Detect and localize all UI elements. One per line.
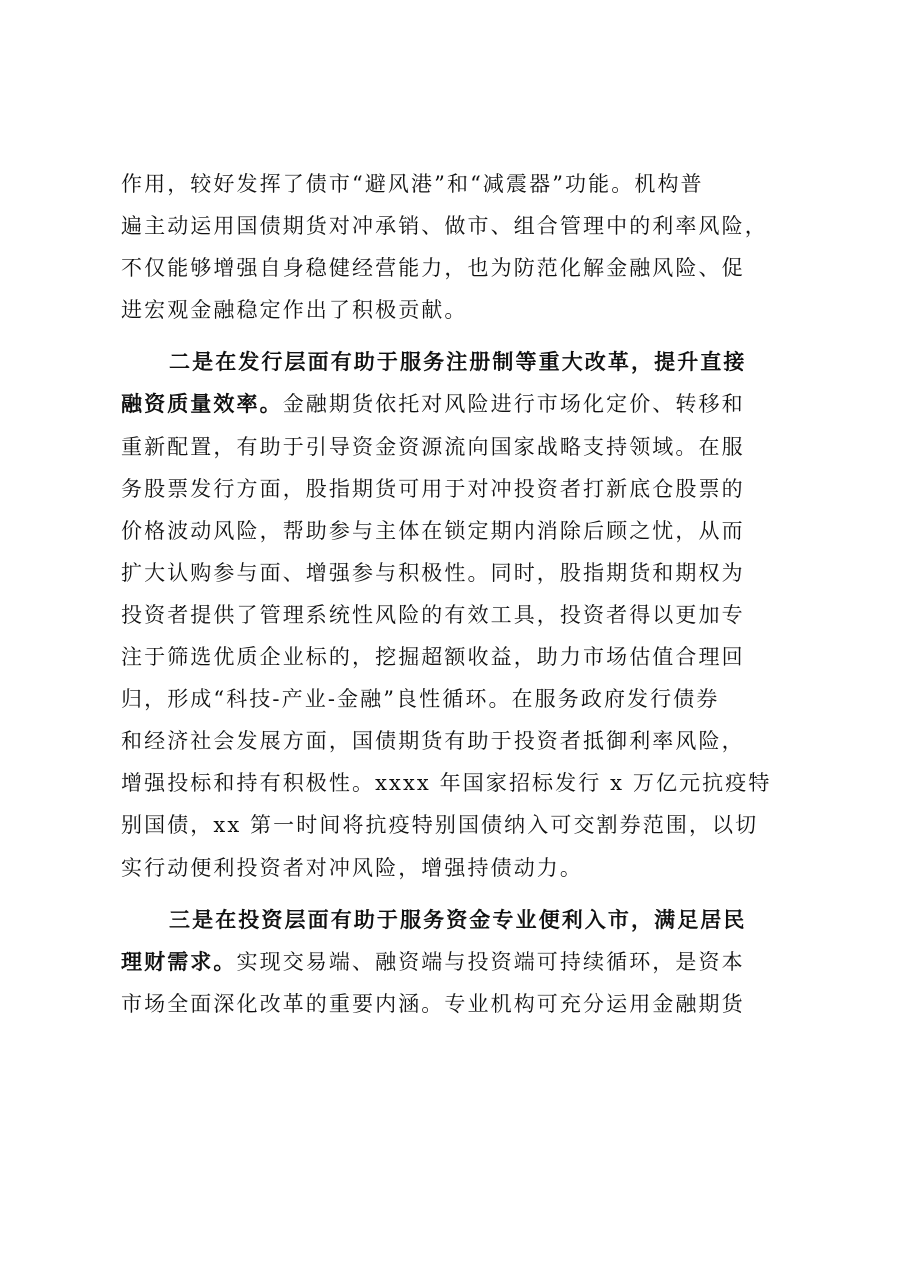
paragraph-2-line-7: 投资者提供了管理系统性风险的有效工具，投资者得以更加专 [121,602,745,627]
paragraph-2-line-4: 务股票发行方面，股指期货可用于对冲投资者打新底仓股票的 [121,476,745,501]
paragraph-2-line-12: 别国债，xx 第一时间将抗疫特别国债纳入可交割券范围，以切 [121,813,759,838]
document-body [121,163,796,1025]
paragraph-2-heading-part-2: 融资质量效率。 [121,391,283,417]
paragraph-1-line-4: 进宏观金融稳定作出了积极贡献。 [121,298,468,323]
paragraph-2-line-13: 实行动便利投资者对冲风险，增强持债动力。 [121,855,583,880]
paragraph-2-line-2-rest: 金融期货依托对风险进行市场化定价、转移和 [282,392,745,417]
paragraph-2-line-10: 和经济社会发展方面，国债期货有助于投资者抵御利率风险， [121,729,745,754]
paragraph-2-heading-part-1: 二是在发行层面有助于服务注册制等重大改革，提升直接 [169,349,747,375]
paragraph-3-heading-line-1 [121,899,796,941]
paragraph-3-heading-part-2: 理财需求。 [121,948,237,974]
paragraph-1-line-2: 遍主动运用国债期货对冲承销、做市、组合管理中的利率风险， [121,214,768,239]
paragraph-2-line-9: 归，形成“科技-产业-金融”良性循环。在服务政府发行债券 [121,687,720,712]
paragraph-3-heading-part-1: 三是在投资层面有助于服务资金专业便利入市，满足居民 [169,906,747,932]
paragraph-3-line-3: 市场全面深化改革的重要内涵。专业机构可充分运用金融期货 [121,991,745,1016]
paragraph-2-line-6: 扩大认购参与面、增强参与积极性。同时，股指期货和期权为 [121,560,745,585]
paragraph-3-line-2-rest: 实现交易端、融资端与投资端可持续循环，是资本 [236,949,745,974]
paragraph-2-line-3: 重新配置，有助于引导资金资源流向国家战略支持领域。在服 [121,434,745,459]
paragraph-3-line-2 [121,941,796,983]
paragraph-2-heading-line-1 [121,341,796,383]
paragraph-1-line-1: 作用，较好发挥了债市“避风港”和“减震器”功能。机构普 [121,172,704,196]
paragraph-1-line-3: 不仅能够增强自身稳健经营能力，也为防范化解金融风险、促 [121,256,745,281]
paragraph-2-line-5: 价格波动风险，帮助参与主体在锁定期内消除后顾之忧，从而 [121,518,745,543]
paragraph-2-line-2 [121,383,796,425]
paragraph-2-line-8: 注于筛选优质企业标的，挖掘超额收益，助力市场估值合理回 [121,645,745,670]
paragraph-2-line-11: 增强投标和持有积极性。xxxx 年国家招标发行 x 万亿元抗疫特 [121,771,772,796]
